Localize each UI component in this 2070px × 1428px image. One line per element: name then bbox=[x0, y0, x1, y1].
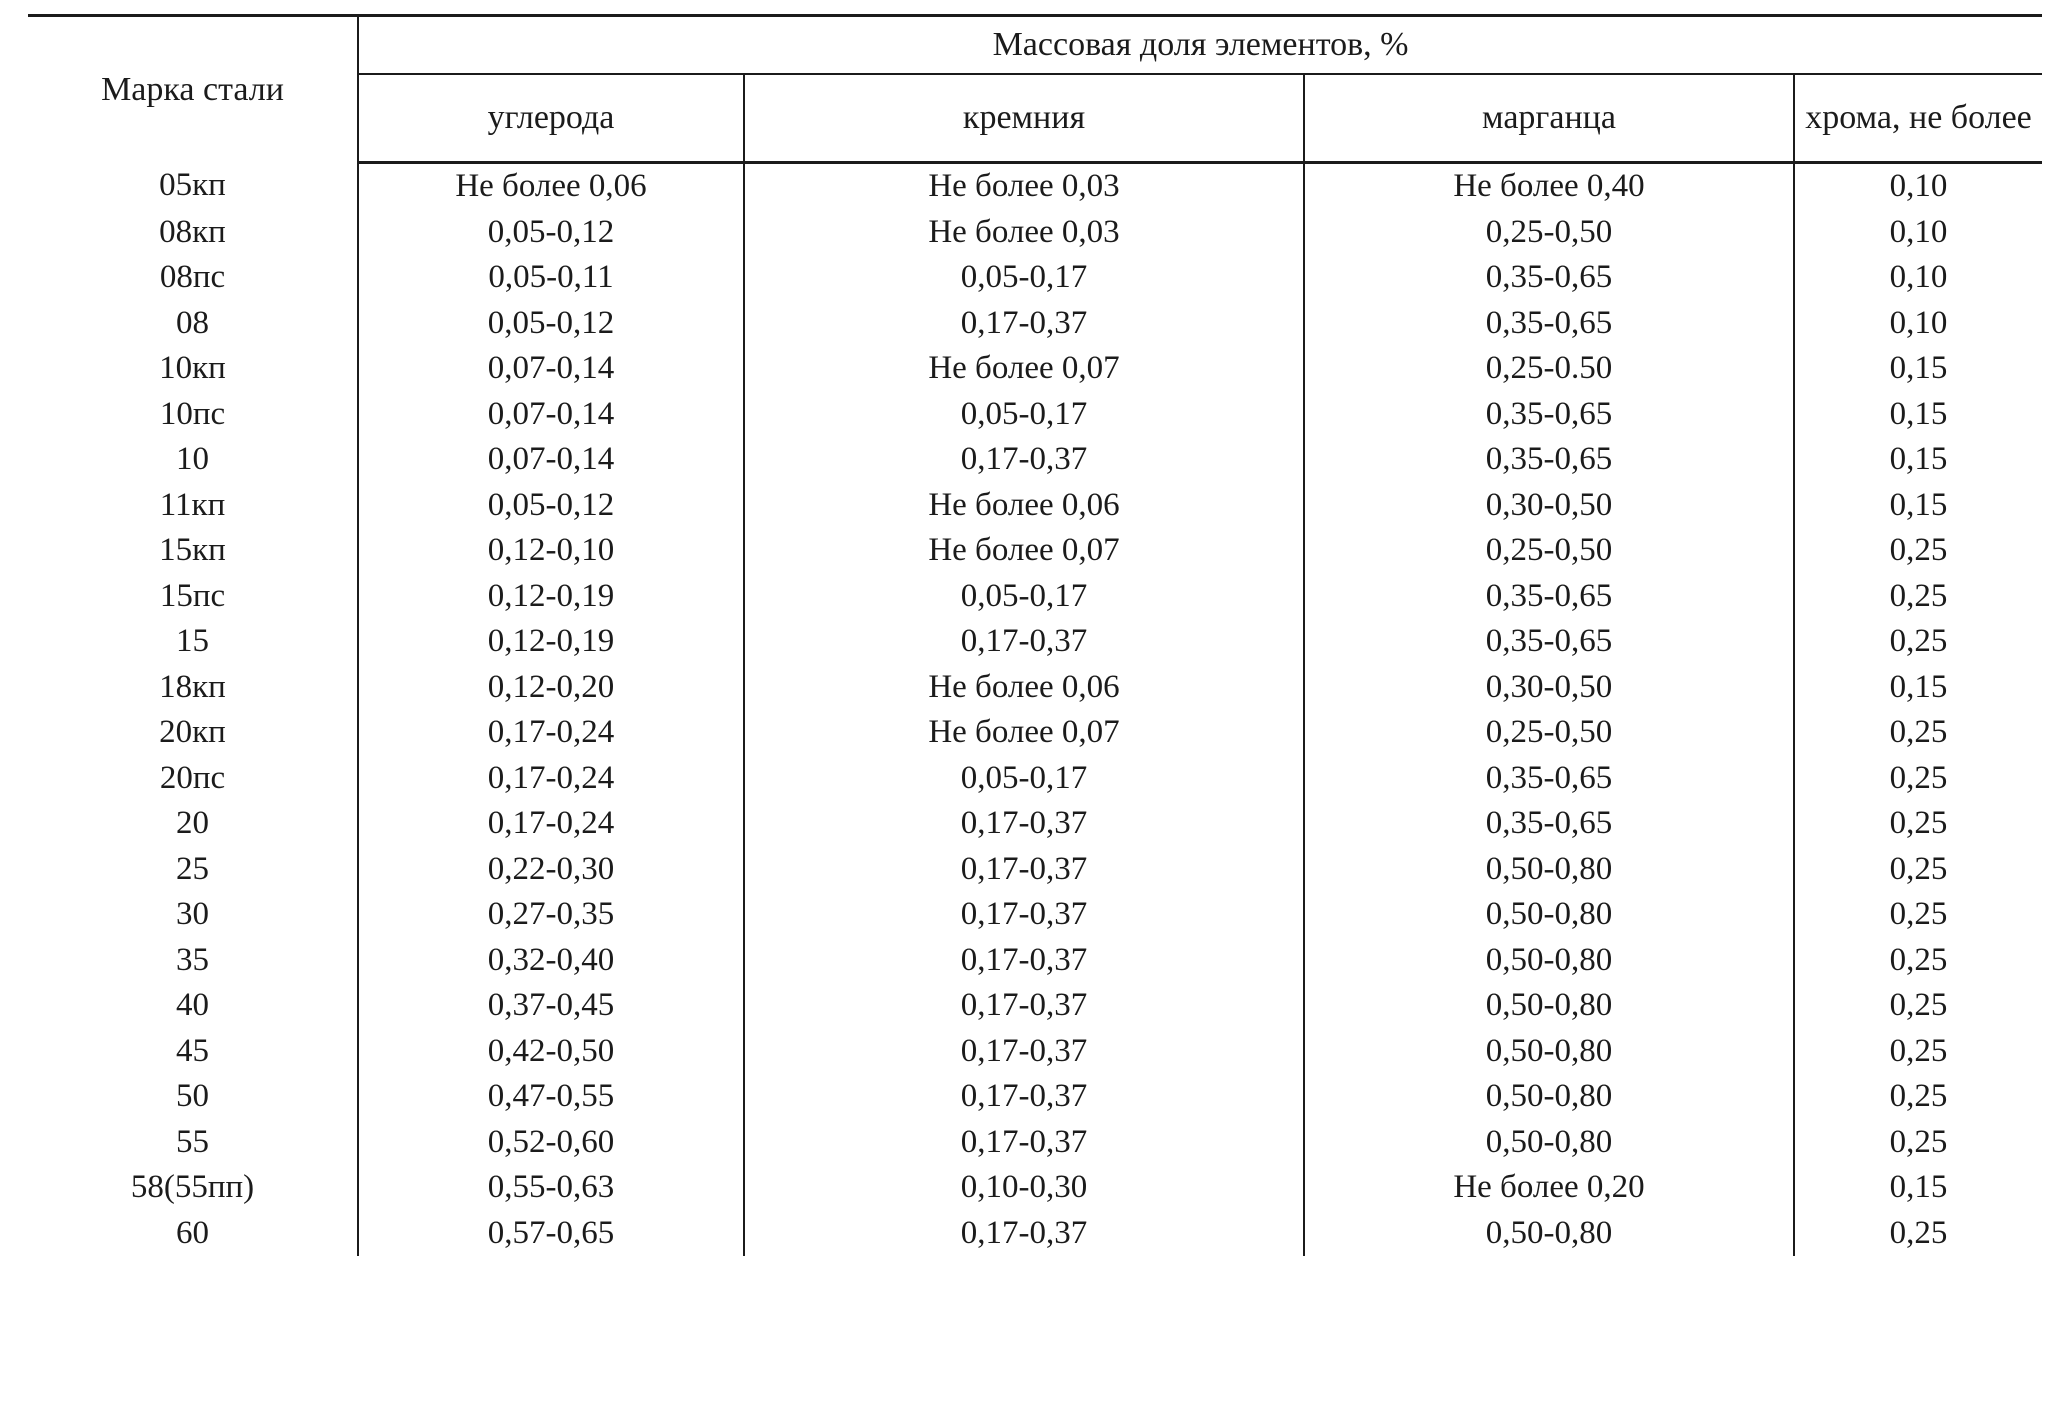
cell-silicon: 0,17-0,37 bbox=[744, 1074, 1304, 1120]
cell-carbon: 0,32-0,40 bbox=[358, 938, 744, 984]
table-body bbox=[28, 163, 2042, 1257]
cell-brand: 10 bbox=[28, 437, 358, 483]
cell-silicon: 0,17-0,37 bbox=[744, 892, 1304, 938]
cell-chrome: 0,10 bbox=[1889, 259, 1948, 295]
table-row bbox=[28, 574, 2042, 620]
cell-silicon: 0,17-0,37 bbox=[744, 938, 1304, 984]
table-row bbox=[28, 938, 2042, 984]
table-row bbox=[28, 483, 2042, 529]
cell-carbon: 0,47-0,55 bbox=[358, 1074, 744, 1120]
cell-carbon: 0,05-0,12 bbox=[358, 301, 744, 347]
cell-silicon: 0,05-0,17 bbox=[744, 574, 1304, 620]
cell-carbon: 0,07-0,14 bbox=[358, 392, 744, 438]
cell-brand: 40 bbox=[28, 983, 358, 1029]
cell-chrome: 0,15 bbox=[1889, 441, 1948, 477]
cell-manganese: 0,35-0,65 bbox=[1304, 392, 1794, 438]
table-row bbox=[28, 892, 2042, 938]
cell-manganese: 0,25-0,50 bbox=[1304, 710, 1794, 756]
cell-brand: 15кп bbox=[28, 528, 358, 574]
cell-carbon: 0,05-0,12 bbox=[358, 483, 744, 529]
table-header bbox=[28, 16, 2042, 163]
cell-silicon: 0,17-0,37 bbox=[744, 1211, 1304, 1257]
cell-carbon: 0,12-0,10 bbox=[358, 528, 744, 574]
cell-manganese: Не более 0,20 bbox=[1304, 1165, 1794, 1211]
cell-manganese: 0,50-0,80 bbox=[1304, 1211, 1794, 1257]
cell-chrome: 0,15 bbox=[1889, 395, 1948, 432]
header-cell-silicon: кремния bbox=[744, 74, 1304, 163]
table-row bbox=[28, 847, 2042, 893]
cell-carbon: Не более 0,06 bbox=[358, 163, 744, 210]
steel-composition-table bbox=[28, 14, 2042, 1256]
cell-brand: 20 bbox=[28, 801, 358, 847]
cell-brand: 58(55пп) bbox=[28, 1165, 358, 1211]
cell-chrome: 0,10 bbox=[1889, 213, 1948, 250]
cell-manganese: 0,50-0,80 bbox=[1304, 1029, 1794, 1075]
cell-manganese: 0,25-0,50 bbox=[1304, 210, 1794, 256]
cell-silicon: 0,17-0,37 bbox=[744, 847, 1304, 893]
cell-chrome: 0,25 bbox=[1889, 577, 1948, 614]
cell-silicon: 0,10-0,30 bbox=[744, 1165, 1304, 1211]
cell-silicon: 0,17-0,37 bbox=[744, 437, 1304, 483]
table-row bbox=[28, 983, 2042, 1029]
cell-manganese: 0,50-0,80 bbox=[1304, 938, 1794, 984]
table-row bbox=[28, 1029, 2042, 1075]
cell-silicon: Не более 0,07 bbox=[744, 710, 1304, 756]
table-row bbox=[28, 255, 2042, 301]
cell-brand: 10пс bbox=[28, 392, 358, 438]
cell-silicon: 0,17-0,37 bbox=[744, 1029, 1304, 1075]
cell-silicon: Не более 0,07 bbox=[744, 528, 1304, 574]
cell-silicon: 0,17-0,37 bbox=[744, 983, 1304, 1029]
cell-chrome: 0,15 bbox=[1889, 1169, 1948, 1205]
cell-brand: 25 bbox=[28, 847, 358, 893]
cell-manganese: 0,30-0,50 bbox=[1304, 665, 1794, 711]
cell-brand: 08 bbox=[28, 301, 358, 347]
cell-chrome: 0,25 bbox=[1889, 1214, 1948, 1251]
cell-carbon: 0,12-0,19 bbox=[358, 619, 744, 665]
cell-manganese: 0,50-0,80 bbox=[1304, 847, 1794, 893]
header-cell-manganese: марганца bbox=[1304, 74, 1794, 163]
cell-chrome: 0,25 bbox=[1889, 1032, 1948, 1069]
cell-silicon: Не более 0,03 bbox=[744, 210, 1304, 256]
cell-chrome: 0,25 bbox=[1889, 987, 1948, 1023]
cell-manganese: 0,30-0,50 bbox=[1304, 483, 1794, 529]
cell-brand: 08пс bbox=[28, 255, 358, 301]
cell-silicon: Не более 0,06 bbox=[744, 665, 1304, 711]
cell-manganese: Не более 0,40 bbox=[1304, 163, 1794, 210]
cell-carbon: 0,05-0,12 bbox=[358, 210, 744, 256]
table-row bbox=[28, 163, 2042, 210]
header-cell-brand: Марка стали bbox=[28, 16, 358, 163]
cell-brand: 15пс bbox=[28, 574, 358, 620]
cell-carbon: 0,52-0,60 bbox=[358, 1120, 744, 1166]
cell-chrome: 0,25 bbox=[1889, 759, 1948, 796]
cell-manganese: 0,50-0,80 bbox=[1304, 1120, 1794, 1166]
header-row-group bbox=[28, 16, 2042, 75]
cell-brand: 20кп bbox=[28, 710, 358, 756]
cell-brand: 45 bbox=[28, 1029, 358, 1075]
cell-manganese: 0,35-0,65 bbox=[1304, 301, 1794, 347]
cell-chrome: 0,25 bbox=[1889, 941, 1948, 978]
cell-chrome: 0,25 bbox=[1889, 714, 1948, 750]
cell-chrome: 0,15 bbox=[1889, 668, 1948, 705]
cell-brand: 08кп bbox=[28, 210, 358, 256]
cell-manganese: 0,50-0,80 bbox=[1304, 1074, 1794, 1120]
cell-chrome: 0,25 bbox=[1889, 850, 1948, 887]
cell-brand: 11кп bbox=[28, 483, 358, 529]
cell-chrome: 0,25 bbox=[1889, 805, 1948, 841]
cell-brand: 15 bbox=[28, 619, 358, 665]
cell-carbon: 0,05-0,11 bbox=[358, 255, 744, 301]
cell-manganese: 0,35-0,65 bbox=[1304, 255, 1794, 301]
table-row bbox=[28, 756, 2042, 802]
cell-carbon: 0,12-0,19 bbox=[358, 574, 744, 620]
cell-brand: 18кп bbox=[28, 665, 358, 711]
table-row bbox=[28, 210, 2042, 256]
cell-manganese: 0,25-0.50 bbox=[1304, 346, 1794, 392]
table-row bbox=[28, 619, 2042, 665]
table-row bbox=[28, 801, 2042, 847]
cell-manganese: 0,25-0,50 bbox=[1304, 528, 1794, 574]
cell-brand: 05кп bbox=[28, 163, 358, 210]
cell-carbon: 0,07-0,14 bbox=[358, 437, 744, 483]
table-row bbox=[28, 528, 2042, 574]
cell-chrome: 0,10 bbox=[1889, 168, 1948, 204]
cell-carbon: 0,37-0,45 bbox=[358, 983, 744, 1029]
table-row bbox=[28, 1074, 2042, 1120]
cell-carbon: 0,07-0,14 bbox=[358, 346, 744, 392]
cell-chrome: 0,25 bbox=[1889, 1078, 1948, 1114]
cell-carbon: 0,12-0,20 bbox=[358, 665, 744, 711]
header-cell-carbon: углерода bbox=[358, 74, 744, 163]
cell-carbon: 0,55-0,63 bbox=[358, 1165, 744, 1211]
cell-brand: 30 bbox=[28, 892, 358, 938]
cell-carbon: 0,42-0,50 bbox=[358, 1029, 744, 1075]
cell-silicon: 0,17-0,37 bbox=[744, 1120, 1304, 1166]
table-row bbox=[28, 665, 2042, 711]
header-cell-group: Массовая доля элементов, % bbox=[358, 16, 2042, 75]
table-row bbox=[28, 346, 2042, 392]
cell-chrome: 0,15 bbox=[1889, 486, 1948, 523]
cell-manganese: 0,35-0,65 bbox=[1304, 574, 1794, 620]
cell-silicon: 0,17-0,37 bbox=[744, 801, 1304, 847]
table-row bbox=[28, 1120, 2042, 1166]
cell-brand: 50 bbox=[28, 1074, 358, 1120]
cell-silicon: Не более 0,06 bbox=[744, 483, 1304, 529]
cell-carbon: 0,27-0,35 bbox=[358, 892, 744, 938]
cell-manganese: 0,35-0,65 bbox=[1304, 619, 1794, 665]
cell-chrome: 0,25 bbox=[1889, 1123, 1948, 1160]
cell-brand: 55 bbox=[28, 1120, 358, 1166]
cell-manganese: 0,35-0,65 bbox=[1304, 801, 1794, 847]
cell-carbon: 0,17-0,24 bbox=[358, 756, 744, 802]
header-cell-chrome: хрома, не более bbox=[1794, 74, 2042, 163]
cell-brand: 10кп bbox=[28, 346, 358, 392]
cell-silicon: Не более 0,03 bbox=[744, 163, 1304, 210]
table-row bbox=[28, 1165, 2042, 1211]
cell-manganese: 0,50-0,80 bbox=[1304, 892, 1794, 938]
cell-chrome: 0,25 bbox=[1889, 532, 1948, 568]
cell-chrome: 0,10 bbox=[1889, 304, 1948, 341]
cell-silicon: 0,17-0,37 bbox=[744, 619, 1304, 665]
cell-silicon: Не более 0,07 bbox=[744, 346, 1304, 392]
table-row bbox=[28, 1211, 2042, 1257]
cell-chrome: 0,25 bbox=[1889, 896, 1948, 932]
table-row bbox=[28, 710, 2042, 756]
cell-silicon: 0,05-0,17 bbox=[744, 756, 1304, 802]
table-row bbox=[28, 392, 2042, 438]
cell-carbon: 0,57-0,65 bbox=[358, 1211, 744, 1257]
cell-brand: 60 bbox=[28, 1211, 358, 1257]
cell-carbon: 0,22-0,30 bbox=[358, 847, 744, 893]
cell-carbon: 0,17-0,24 bbox=[358, 801, 744, 847]
cell-chrome: 0,25 bbox=[1889, 623, 1948, 659]
cell-manganese: 0,35-0,65 bbox=[1304, 437, 1794, 483]
cell-silicon: 0,05-0,17 bbox=[744, 392, 1304, 438]
table-row bbox=[28, 437, 2042, 483]
cell-brand: 20пс bbox=[28, 756, 358, 802]
cell-silicon: 0,05-0,17 bbox=[744, 255, 1304, 301]
cell-silicon: 0,17-0,37 bbox=[744, 301, 1304, 347]
cell-carbon: 0,17-0,24 bbox=[358, 710, 744, 756]
table-row bbox=[28, 301, 2042, 347]
cell-brand: 35 bbox=[28, 938, 358, 984]
cell-chrome: 0,15 bbox=[1889, 350, 1948, 386]
cell-manganese: 0,50-0,80 bbox=[1304, 983, 1794, 1029]
cell-manganese: 0,35-0,65 bbox=[1304, 756, 1794, 802]
